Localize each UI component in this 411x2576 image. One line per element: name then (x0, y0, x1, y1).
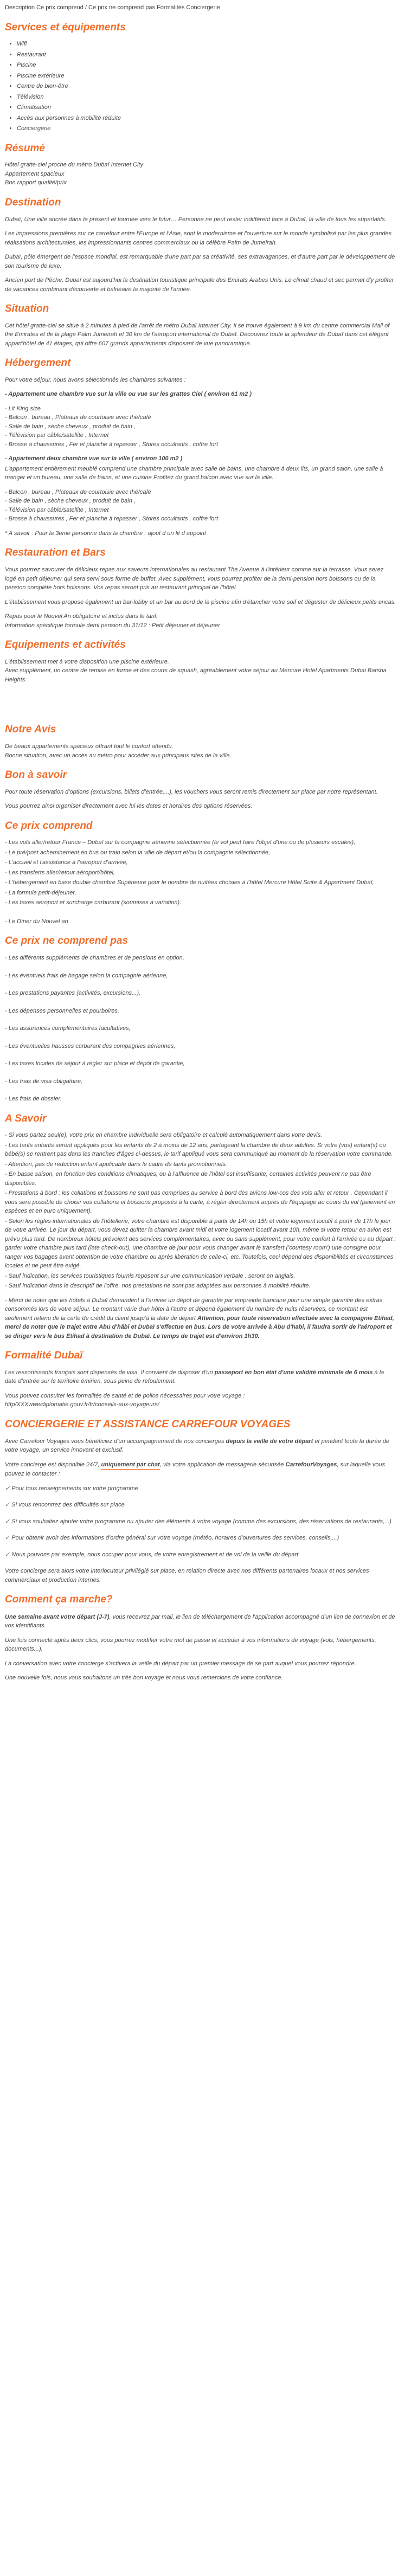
formalite-consult: Vous pouvez consulter les formalités de santé et de police nécessaires pour votre voyage : (5, 1392, 245, 1399)
comprend-item: - Les transferts aller/retour aéroport/hôtel, (5, 869, 115, 876)
equipements-text (5, 658, 396, 685)
destination-paragraph: Ancien port de Pêche, Dubaï est aujourd'hui la destination touristique principale des Emirats Arabes Unis. Le climat chaud et sec permet d'y profiter de vacances combinant découverte et balnéaire la majorité de l'année. (5, 277, 394, 293)
resume-lines (5, 160, 396, 188)
equipements-line: L'établissement met à votre disposition une piscine extérieure. (5, 658, 169, 665)
a-savoir-text (5, 1131, 396, 1341)
room-feature: - Télévision par câble/satellite , Internet (5, 432, 109, 439)
service-item: • Conciergerie (17, 124, 396, 133)
avis-text (5, 742, 396, 760)
formalite-text (5, 1368, 396, 1409)
comment-text-end: , vous recevrez par mail, le lien de téléchargement de l'application accompagné d'un lien de connexion et de vos identifiants. (5, 1613, 395, 1630)
destination-paragraph: Dubaï, pôle émergent de l'espace mondial, est remarquable d'une part par sa créativité, ses extravagances, et d'autre part par le développement de son tourisme de luxe. (5, 254, 395, 269)
room1-features (5, 404, 396, 449)
service-item: • Accès aux personnes à mobilité réduite (17, 114, 396, 123)
room-feature: - Salle de bain , sèche cheveux , produit de bain , (5, 498, 136, 505)
comprend-list (5, 838, 396, 926)
service-item: • Restaurant (17, 50, 396, 60)
conciergerie-contact-text: , sur laquelle vous pouvez le contacter : (5, 1461, 386, 1478)
comment-text (5, 1613, 396, 1683)
conciergerie-item: ✓ Pour obtenir avoir des informations d'ordre général sur votre voyage (météo, horaires d'ouvertures des services, conseils,...) (5, 1535, 339, 1542)
comprend-item: - Le pré/post acheminement en bus ou train selon la ville de départ et/ou la compagnie sélectionnée, (5, 849, 271, 856)
comment-paragraph: Une nouvelle fois, nous vous souhaitons un très bon voyage et nous vous remercions de votre confiance. (5, 1675, 283, 1682)
room-feature: - Salle de bain , sèche cheveux , produit de bain , (5, 423, 136, 430)
a-savoir-paragraph: - Sauf indication, les services touristiques fournis reposent sur une communication verbale : seront en anglais. (5, 1272, 296, 1279)
a-savoir-paragraph: - Sauf indication dans le descriptif de l'offre, nos prestations ne sont pas adaptées aux personnes à mobilité réduite. (5, 1283, 311, 1290)
ne-comprend-item: - Les dépenses personnelles et pourboires, (5, 1007, 119, 1014)
ne-comprend-heading: Ce prix ne comprend pas (5, 935, 129, 947)
conciergerie-heading: CONCIERGERIE ET ASSISTANCE CARREFOUR VOYAGES (5, 1418, 291, 1430)
comprend-item: - L'hébergement en base double chambre Supérieure pour le nombre de nuitées choisies à l'hôtel Mercure Hôtel Suite & Appartment Dubaï, (5, 879, 374, 886)
resume-line: Appartement spacieux (5, 170, 65, 177)
conciergerie-item: ✓ Nous pouvons par exemple, nous occuper pour vous, de votre enregistrement et de vol de la veille du départ (5, 1551, 299, 1558)
situation-paragraph: Cet hôtel gratte-ciel se situe à 2 minutes à pied de l'arrêt de métro Dubaï Internet City. Il se trouve également à 9 km du centre commercial Mall of the Emirates et de la plage Palm Jumeirah et 30 km de l'aéroport international de Dubaï. Découvrez toute la splendeur de Dubaï dans cet élégant appart'hôtel de 41 étages, qui offre 607 grands appartements disposant de vue panoramique. (5, 322, 390, 347)
conciergerie-text (5, 1437, 396, 1585)
app-name: CarrefourVoyages (285, 1461, 337, 1468)
situation-heading: Situation (5, 303, 49, 315)
room2-description: L'appartement entièrement meublé comprend une chambre principale avec salle de bains, une chambre à deux lits, un grand salon, une salle à manger et un bureau, une salle de bains, et une cuisine Profitez du grand balcon avec vue sur la ville. (5, 465, 383, 481)
room-feature: - Brosse à chaussures , Fer et planche à repasser , Stores occultants , coffre fort (5, 516, 219, 523)
restauration-paragraph: L'établissement vous propose également un bar-lobby et un bar au bord de la piscine afin d'étancher votre soif et déguster de délicieux petits encas. (5, 598, 396, 606)
ne-comprend-item: - Les prestations payantes (activités, excursions...), (5, 990, 141, 997)
deposit-text: - Merci de noter que les hôtels à Dubaï demandent à l'arrivée un dépôt de garantie par empreinte bancaire pour une simple garantie des extras consommés lors de votre séjour. Le montant varie d'un hôtel à l'autre et dépend également du nombre de nuits réservées, ce montant est seulement retenu de la carte de crédit du client jusqu'à la date de départ (5, 1297, 383, 1322)
conciergerie-paragraph (5, 1437, 396, 1455)
a-savoir-paragraph (5, 1296, 396, 1341)
passport-requirement: passeport en bon état d'une validité minimale de 6 mois (214, 1369, 373, 1376)
a-savoir-paragraph: - Selon les règles internationales de l'hôtellerie, votre chambre est disponible à partir de 14h ou 15h et votre logement locatif à partir de 17h le jour de votre arrivée. Le jour du départ, vous devez quitter la chambre avant midi et votre logement locatif avant 10h, même si votre retour en avion est prévu plus tard. De nombreux hôtels prévoient des services complémentaires, avec ou sans supplément, pour votre confort à l'arrivée ou au départ : garder votre chambre plus tard (late check-out), une chambre de jour pour vous changer avant le transfert ('courtesy room') une consigne pour ranger vos bagages avant obtention de votre chambre ou après libération de celle-ci, etc. Toutefois, ceci dépend des disponibilités et circonstances locales et ne peut être exigé. (5, 1218, 396, 1270)
a-savoir-heading: A Savoir (5, 1112, 47, 1124)
hebergement-note: * A savoir : Pour la 3eme personne dans la chambre : ajout d un lit d appoint (5, 530, 206, 537)
service-item: • Piscine extérieure (17, 72, 396, 81)
conciergerie-availability: Votre concierge est disponible 24/7, (5, 1461, 100, 1468)
conciergerie-list (5, 1484, 396, 1560)
room-feature: - Balcon , bureau , Plateaux de courtoisie avec thé/café (5, 414, 151, 421)
ne-comprend-item: - Les éventuels frais de bagage selon la compagnie aérienne, (5, 972, 168, 979)
ne-comprend-list (5, 954, 396, 1104)
restauration-paragraph: Vous pourrez savourer de délicieux repas aux saveurs internationales au restaurant The Avenue à l'intérieur comme sur la terrasse. Vous serez logé en petit déjeuner qui sera servi sous forme de buffet. Avec supplément, vous pourrez profiter de la demi-pension hors boissons ou de la pension complète hors boissons. Vos repas seront pris au restaurant principal de l'hôtel. (5, 566, 384, 591)
room2-features (5, 488, 396, 524)
service-item: • Piscine (17, 61, 396, 70)
destination-paragraph: Dubaï, Une ville ancrée dans le présent et tournée vers le futur… Personne ne peut rester indifférent face à Dubaï, la ville de tous les superlatifs. (5, 216, 387, 223)
ne-comprend-item: - Les éventuelles hausses carburant des compagnies aériennes, (5, 1042, 176, 1049)
diplomatie-link[interactable]: http/XXXwwwdiplomatie.gouv.fr/fr/conseils-aux-voyageurs/ (5, 1401, 159, 1408)
comprend-heading: Ce prix comprend (5, 820, 93, 832)
comprend-item: - L'accueil et l'assistance à l'aéroport d'arrivée, (5, 859, 128, 866)
hebergement-heading: Hébergement (5, 357, 71, 369)
ne-comprend-item: - Les différents suppléments de chambres et de pensions en option, (5, 955, 184, 962)
service-item: • Centre de bien-être (17, 82, 396, 91)
avis-heading: Notre Avis (5, 724, 56, 736)
service-item: • Télévision (17, 93, 396, 102)
a-savoir-paragraph: - Si vous partez seul(e), votre prix en chambre individuelle sera obligatoire et calculé automatiquement dans votre devis. (5, 1132, 323, 1139)
ne-comprend-item: - Les frais de dossier. (5, 1096, 62, 1103)
a-savoir-paragraph: - Attention, pas de réduction enfant applicable dans le cadre de tarifs promotionnels. (5, 1161, 227, 1168)
conciergerie-paragraph (5, 1460, 396, 1479)
formalite-text-end: à la date d'entrée sur le territoire émirien, sous peine de refoulement. (5, 1369, 384, 1385)
destination-paragraph: Les impressions premières sur ce carrefour entre l'Europe et l'Asie, sont le modernisme et l'ouverture sur le monde symbolisé par les plus grandes réalisations architecturales, les impressionnants centres commerciaux ou la célèbre Palm de Jumeirah. (5, 230, 392, 246)
conciergerie-text-end: et pendant toute la durée de votre voyage, un service innovant et exclusif. (5, 1438, 389, 1454)
room1-title: - Appartement une chambre vue sur la ville ou vue sur les grattes Ciel ( environ 61 m2 ) (5, 391, 252, 398)
ne-comprend-item: - Les assurances complémentaires facultatives, (5, 1025, 131, 1032)
formalite-text-start: Les ressortissants français sont dispensés de visa. Il convient de disposer d'un (5, 1369, 213, 1376)
comprend-item (5, 909, 396, 916)
conciergerie-bold: depuis la veille de votre départ (226, 1438, 313, 1445)
formalite-paragraph (5, 1392, 396, 1409)
bon-a-savoir-paragraph: Vous pourrez ainsi organiser directement avec lui les dates et horaires des options réservées. (5, 803, 253, 810)
avis-line: Bonne situation, avec un accès au métro pour accéder aux principaux sites de la ville. (5, 752, 232, 759)
services-heading: Services et équipements (5, 21, 126, 33)
equipements-line: Avec supplément, un centre de remise en forme et des courts de squash, agréablement votre séjour au Mercure Hotel Apartments Dubai Barsha Heights. (5, 667, 387, 683)
room-feature: - Balcon , bureau , Plateaux de courtoisie avec thé/café (5, 488, 151, 495)
a-savoir-paragraph: - Les tarifs enfants seront appliqués pour les enfants de 2 à moins de 12 ans, partageant la chambre de deux adultes. Si votre (vos) enfant(s) ou bébé(s) se rentrent pas dans les tranches d'âges ci-dessus, le tarif appliqué vous sera communiqué au moment de la réservation votre commande. (5, 1142, 393, 1158)
comment-heading (5, 1593, 396, 1607)
conciergerie-item: ✓ Si vous souhaitez ajouter votre programme ou ajouter des éléments à votre voyage (comme des excursions, des réservations de restaurants,...) (5, 1518, 391, 1525)
one-week-before: Une semaine avant votre départ (J-7) (5, 1613, 110, 1620)
restauration-line: Information spécifique formule demi pension du 31/12 : Petit déjeuner et déjeuner (5, 622, 220, 629)
comprend-item: - La formule petit-déjeuner, (5, 889, 76, 896)
comment-paragraph: La conversation avec votre concierge s'activera la veille du départ par un premier message de se part auquel vous pourrez répondre. (5, 1660, 356, 1667)
destination-text (5, 215, 396, 294)
comment-paragraph: Une fois connecté après deux clics, vous pourrez modifier votre mot de passe et accéder à vos informations de voyage (vols, hébergements, documents...). (5, 1637, 376, 1653)
restauration-line: Repas pour le Nouvel An obligatoire et inclus dans le tarif. (5, 613, 158, 620)
section-nav-line: Description Ce prix comprend / Ce prix ne comprend pas Formalités Conciergerie (5, 4, 220, 11)
bon-a-savoir-paragraph: Pour toute réservation d'options (excursions, billets d'entrée,...), les vouchers vous seront remis directement sur place par notre représentant. (5, 788, 378, 795)
restauration-newyear (5, 612, 396, 630)
avis-line: De beaux appartements spacieux offrant tout le confort attendu. (5, 743, 174, 750)
resume-line: Bon rapport qualité/prix (5, 179, 67, 186)
formalite-paragraph (5, 1368, 396, 1386)
service-item: • Wifi (17, 40, 396, 49)
comprend-item: - Les taxes aéroport et surcharge carburant (soumises à variation). (5, 899, 182, 906)
conciergerie-item: ✓ Si vous rencontrez des difficultés sur place (5, 1502, 125, 1509)
room-feature: - Lit King size (5, 405, 41, 412)
comment-heading-text: Comment ça marche? (5, 1593, 113, 1607)
etihad-warning: Attention, pour toute réservation effectuée avec la compagnie Etihad, merci de noter que le trajet entre Abu d'hâbi et Dubaï s'effectue en bus. Lors de votre arrivée à Abu d'habi, il faudra sortir de l'aéroport et se diriger vers le bus Etihad à destination de Dubaï. Le temps de trajet est d'environ 1h30. (5, 1315, 394, 1339)
destination-heading: Destination (5, 196, 61, 208)
hebergement-text (5, 376, 396, 538)
ne-comprend-item: - Les taxes locales de séjour à régler sur place et dépôt de garantie, (5, 1060, 185, 1067)
conciergerie-app-text: , via votre application de messagerie sécurisée (159, 1461, 284, 1468)
conciergerie-text-start: Avec Carrefour Voyages vous bénéficiez d'un accompagnement de nos concierges (5, 1438, 224, 1445)
service-item: • Climatisation (17, 103, 396, 112)
conciergerie-paragraph: Votre concierge sera alors votre interlocuteur privilégié sur place, en relation directe avec nos différents partenaires locaux et nos services commerciaux et production internes. (5, 1568, 369, 1583)
hebergement-intro: Pour votre séjour, nous avons sélectionnés les chambres suivantes : (5, 376, 186, 383)
room-feature: - Brosse à chaussures , Fer et planche à repasser , Stores occultants , coffre fort (5, 441, 219, 448)
comprend-item: - Le Dîner du Nouvel an (5, 918, 68, 925)
comprend-item: - Les vols aller/retour France – Dubaï sur la compagnie aérienne sélectionnée (le vol peut faire l'objet d'une ou de plusieurs escales), (5, 839, 356, 846)
room2-title: - Appartement deux chambre vue sur la ville ( environ 100 m2 ) (5, 455, 183, 462)
services-list (17, 40, 396, 133)
chat-only: uniquement par chat (101, 1460, 160, 1470)
equipements-heading: Equipements et activités (5, 639, 126, 651)
resume-heading: Résumé (5, 142, 45, 154)
conciergerie-item: ✓ Pour tous renseignements sur votre programme (5, 1485, 138, 1492)
a-savoir-paragraph: - Prestations à bord : les collations et boissons ne sont pas comprises au service à bord des avions low-cos des vols aller et retour . Cependant il vous sera possible de choisir vos collations et boissons proposés à la carte, à régler directement auprès de l'équipage au cours du vol (paiement en espèces et en euro uniquement). (5, 1190, 395, 1215)
bon-a-savoir-heading: Bon à savoir (5, 769, 67, 781)
ne-comprend-item: - Les frais de visa obligatoire, (5, 1078, 83, 1085)
comment-paragraph (5, 1613, 396, 1631)
a-savoir-paragraph: - En basse saison, en fonction des conditions climatiques, ou à l'affluence de l'hôtel est insuffisante, certaines activités peuvent ne pas être disponibles. (5, 1171, 371, 1187)
resume-line: Hôtel gratte-ciel proche du métro Dubaï Internet City (5, 162, 143, 169)
bon-a-savoir-text (5, 788, 396, 811)
restauration-text (5, 565, 396, 630)
restauration-heading: Restauration et Bars (5, 547, 106, 559)
formalite-heading: Formalité Dubaï (5, 1350, 83, 1362)
room-feature: - Télévision par câble/satellite , Internet (5, 506, 109, 513)
